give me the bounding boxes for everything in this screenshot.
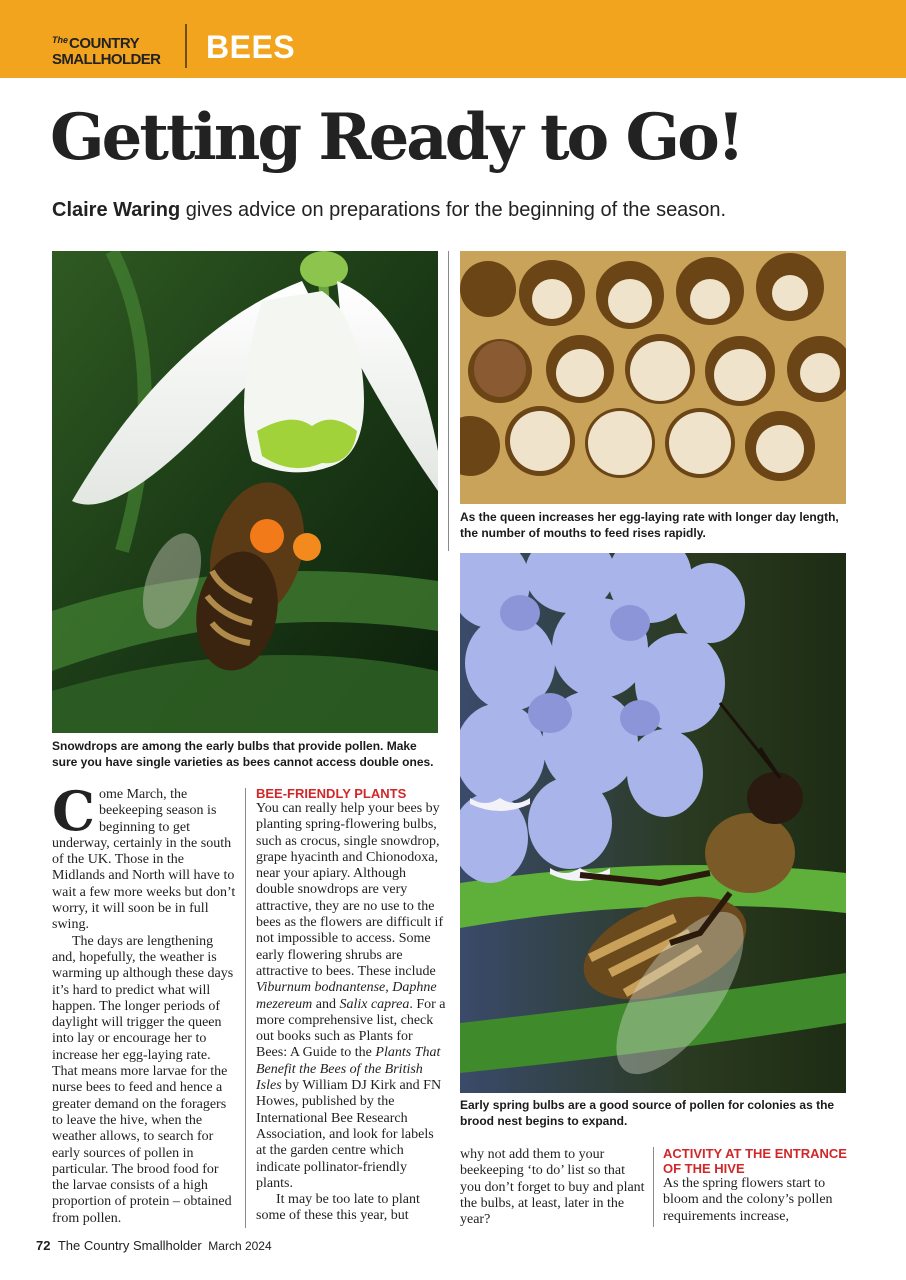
brood-comb-photo — [460, 251, 846, 504]
standfirst-text: gives advice on preparations for the beginning of the season. — [185, 199, 727, 221]
standfirst — [52, 199, 852, 222]
author-name: Claire Waring — [52, 199, 181, 221]
page-footer — [36, 1238, 272, 1253]
bee-friendly-plants-heading: BEE-FRIENDLY PLANTS — [256, 786, 407, 801]
magazine-logo[interactable] — [52, 35, 172, 67]
body-column-2 — [256, 786, 446, 1225]
col1-paragraph-1: ome March, the beekeeping season is beginning to get underway, certainly in the south of the UK. Those in the Midlands and North will have to wait a few more weeks but don’t worry, it will soon be in full swing. — [52, 787, 236, 933]
magazine-name: The Country Smallholder — [57, 1238, 202, 1253]
logo-the: The — [52, 35, 69, 45]
section-label: BEES — [206, 29, 296, 65]
column-rule-top — [448, 251, 449, 551]
body-column-1 — [52, 779, 236, 1227]
col2-paragraph-1: You can really help your bees by planting spring-flowering bulbs, such as crocus, single snowdrop, grape hyacinth and Chionodoxa, near your apiary. Although double snowdrops are very attractive, they are no use to the bees as the flowers are difficult if not impossible to access. Some early flowering shrubs are attractive to bees. These include Viburnum bodnantense, Daphne mezereum and Salix caprea. For a more comprehensive list, check out books such as Plants for Bees: A Guide to the Plants That Benefit the Bees of the British Isles by William DJ Kirk and FN Howes, published by the International Bee Research Association, and look for labels at the garden centre which indicate pollinator-friendly plants. — [256, 801, 446, 1191]
snowdrop-bee-photo — [52, 251, 438, 733]
logo-line1: COUNTRY — [69, 35, 140, 52]
drop-cap: C — [52, 779, 95, 843]
col4-paragraph-1: As the spring flowers start to bloom and the colony’s pollen requirements increase, — [663, 1176, 833, 1224]
hive-entrance-heading: ACTIVITY AT THE ENTRANCE OF THE HIVE — [663, 1146, 847, 1176]
hyacinth-caption: Early spring bulbs are a good source of pollen for colonies as the brood nest begins to expand. — [460, 1098, 835, 1128]
col1-paragraph-2: The days are lengthening and, hopefully, the weather is warming up although these days it’s hard to predict what will happen. The longer periods of daylight will trigger the queen into lay or encourage her to increase her egg-laying rate. That means more larvae for the nurse bees to feed and hence a greater demand on the foragers to leave the hive, when the weather allows, to search for early sources of pollen in particular. The brood food for the larvae consists of a high proportion of protein – obtained from pollen. — [52, 933, 234, 1226]
snowdrop-caption: Snowdrops are among the early bulbs that provide pollen. Make sure you have single varieties as bees cannot access double ones. — [52, 739, 434, 769]
col3-paragraph-1: why not add them to your beekeeping ‘to do’ list so that you don’t forget to buy and plant the bulbs, at least, later in the year? — [460, 1147, 645, 1228]
body-column-4 — [663, 1146, 849, 1225]
body-column-3 — [460, 1147, 646, 1228]
article-title: Getting Ready to Go! — [50, 100, 742, 175]
issue-date: March 2024 — [208, 1239, 272, 1253]
page-number: 72 — [36, 1238, 51, 1253]
logo-line2: SMALLHOLDER — [52, 51, 161, 68]
grape-hyacinth-bee-photo — [460, 553, 846, 1093]
column-rule-3 — [653, 1147, 654, 1227]
column-rule-1 — [245, 788, 246, 1228]
banner-divider — [185, 24, 187, 68]
col2-paragraph-2: It may be too late to plant some of these this year, but — [256, 1192, 420, 1224]
brood-caption: As the queen increases her egg-laying rate with longer day length, the number of mouths to feed rises rapidly. — [460, 510, 839, 540]
